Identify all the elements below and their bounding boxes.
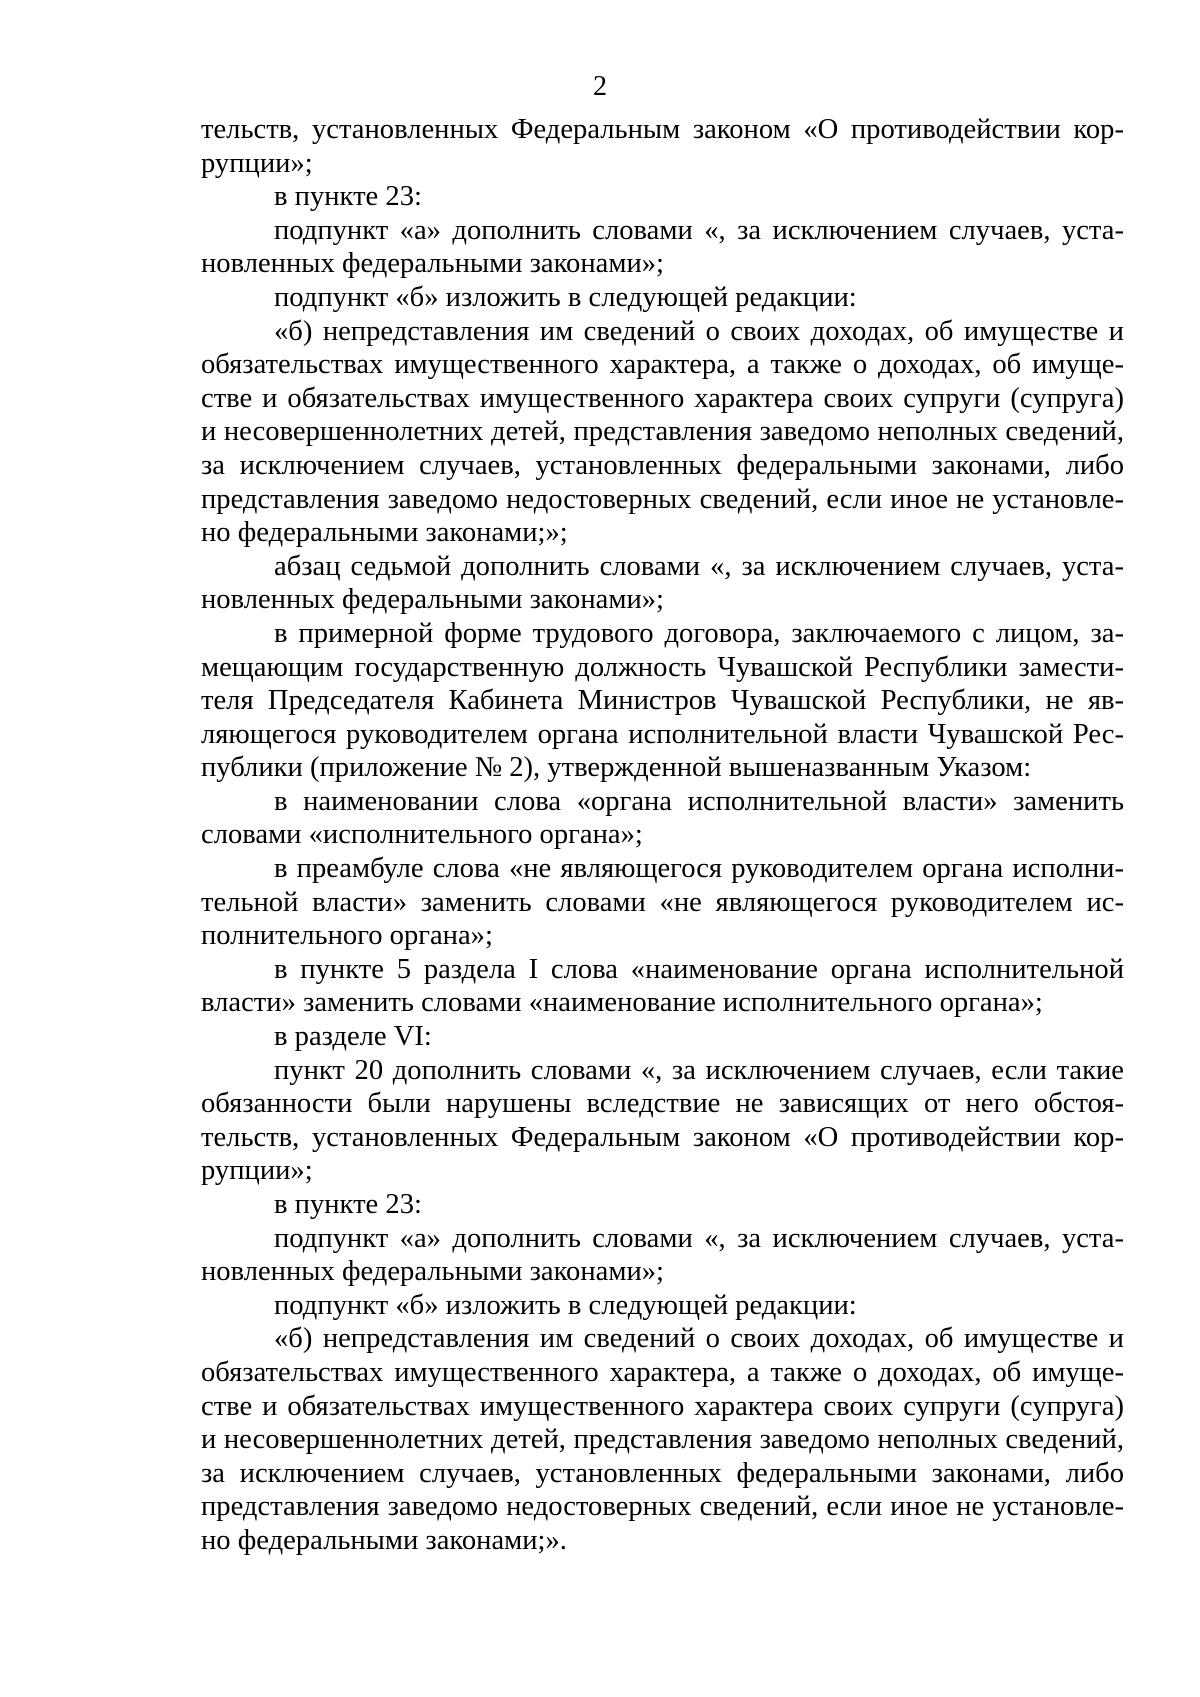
- text-line: подпункт «а» дополнить словами «, за исключением случаев, уста-: [274, 214, 1124, 246]
- text-line: в разделе VI:: [274, 1021, 432, 1053]
- text-line: в пункте 5 раздела I слова «наименование органа исполнительной: [274, 953, 1124, 985]
- text-line: подпункт «б» изложить в следующей редакции:: [274, 1289, 857, 1321]
- text-line: обязательствах имущественного характера, а также о доходах, об имуще-: [201, 1356, 1124, 1388]
- text-line: стве и обязательствах имущественного характера своих супруги (супруга): [201, 382, 1124, 414]
- text-line: тельств, установленных Федеральным законом «О противодействии кор-: [201, 1121, 1124, 1153]
- text-line: «б) непредставления им сведений о своих доходах, об имуществе и: [274, 1323, 1124, 1355]
- text-line: рупции»;: [201, 1155, 313, 1187]
- text-line: ляющегося руководителем органа исполнительной власти Чувашской Рес-: [201, 718, 1124, 750]
- text-line: новленных федеральными законами»;: [201, 248, 664, 280]
- text-line: за исключением случаев, установленных федеральными законами, либо: [201, 1457, 1124, 1489]
- text-line: в пункте 23:: [274, 1189, 422, 1220]
- text-line: подпункт «а» дополнить словами «, за исключением случаев, уста-: [274, 1222, 1124, 1254]
- text-line: новленных федеральными законами»;: [201, 584, 664, 616]
- page-number: 2: [593, 71, 607, 102]
- text-line: тельств, установленных Федеральным законом «О противодействии кор-: [201, 114, 1124, 145]
- text-line: стве и обязательствах имущественного характера своих супруги (супруга): [201, 1390, 1124, 1422]
- text-line: рупции»;: [201, 147, 313, 179]
- text-line: публики (приложение № 2), утвержденной вышеназванным Указом:: [201, 752, 1032, 784]
- text-line: и несовершеннолетних детей, представления заведомо неполных сведений,: [201, 1424, 1124, 1456]
- text-line: но федеральными законами;»;: [201, 517, 568, 549]
- text-line: мещающим государственную должность Чувашской Республики замести-: [201, 651, 1124, 683]
- text-line: в примерной форме трудового договора, заключаемого с лицом, за-: [274, 617, 1124, 649]
- text-line: в наименовании слова «органа исполнительной власти» заменить: [274, 785, 1124, 817]
- text-line: обязанности были нарушены вследствие не зависящих от него обстоя-: [201, 1088, 1124, 1120]
- text-line: обязательствах имущественного характера, а также о доходах, об имуще-: [201, 349, 1124, 381]
- text-line: словами «исполнительного органа»;: [201, 819, 643, 851]
- text-line: в преамбуле слова «не являющегося руководителем органа исполни-: [274, 853, 1124, 885]
- text-line: теля Председателя Кабинета Министров Чувашской Республики, не яв-: [201, 685, 1124, 717]
- text-line: абзац седьмой дополнить словами «, за исключением случаев, уста-: [274, 550, 1124, 582]
- text-line: пункт 20 дополнить словами «, за исключением случаев, если такие: [274, 1054, 1124, 1086]
- text-line: новленных федеральными законами»;: [201, 1256, 664, 1288]
- text-line: представления заведомо недостоверных сведений, если иное не установле-: [201, 483, 1124, 515]
- text-line: и несовершеннолетних детей, представления заведомо неполных сведений,: [201, 416, 1124, 448]
- text-line: подпункт «б» изложить в следующей редакции:: [274, 281, 857, 313]
- text-line: полнительного органа»;: [201, 920, 493, 952]
- text-line: тельной власти» заменить словами «не являющегося руководителем ис-: [201, 886, 1124, 918]
- text-line: «б) непредставления им сведений о своих доходах, об имуществе и: [274, 315, 1124, 347]
- text-line: за исключением случаев, установленных федеральными законами, либо: [201, 449, 1124, 481]
- text-line: власти» заменить словами «наименование исполнительного органа»;: [201, 987, 1043, 1019]
- text-line: но федеральными законами;».: [201, 1524, 567, 1556]
- document-body: [201, 113, 1124, 1558]
- text-line: представления заведомо недостоверных сведений, если иное не установле-: [201, 1491, 1124, 1523]
- text-line: в пункте 23:: [274, 181, 422, 213]
